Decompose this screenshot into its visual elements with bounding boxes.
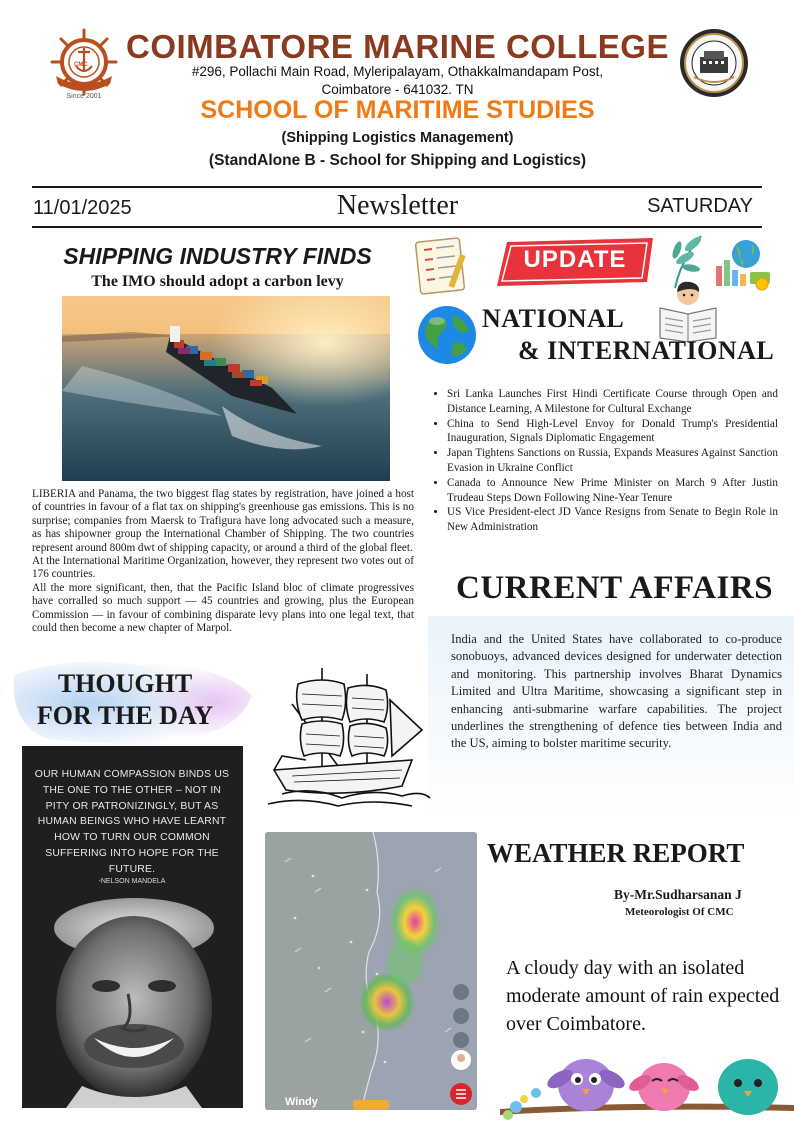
update-label: UPDATE — [523, 246, 627, 273]
since-text: Since 2001 — [66, 93, 102, 100]
weather-author: By-Mr.Sudharsanan J — [614, 887, 742, 902]
weather-map — [265, 832, 477, 1110]
birds-illustration — [480, 1045, 794, 1123]
news-item: • China to Send High-Level Envoy for Donald Trump's Presidential Inauguration, Signals Diplomatic Engagement — [447, 417, 778, 447]
sailing-ship-illustration — [262, 660, 432, 810]
current-affairs-title: CURRENT AFFAIRS — [456, 570, 774, 606]
notepad-icon — [410, 234, 474, 296]
college-address — [150, 63, 645, 99]
thought-title-line1: THOUGHT — [57, 669, 193, 698]
college-logo — [48, 26, 120, 98]
container-ship-photo — [62, 296, 390, 481]
address-line-1: #296, Pollachi Main Road, Myleripalayam, Othakkalmandapam Post, — [191, 64, 604, 79]
standalone-name: (StandAlone B - School for Shipping and Logistics) — [208, 152, 587, 169]
shipping-subtitle: The IMO should adopt a carbon levy — [91, 273, 344, 290]
globe-chart-icon — [712, 236, 774, 292]
newspaper-reader-icon — [658, 278, 720, 342]
shipping-title: SHIPPING INDUSTRY FINDS — [63, 243, 372, 269]
issue-day: SATURDAY — [647, 195, 753, 217]
college-name: COIMBATORE MARINE COLLEGE — [126, 28, 669, 65]
thought-quote: OUR HUMAN COMPASSION BINDS US THE ONE TO THE OTHER – NOT IN PITY OR PATRONIZINGLY, BUT AS HUMAN BEINGS WHO HAVE LEARNT HOW TO TURN OUR COMMON SUFFERING INTO HOPE FOR THE FUTURE. — [34, 769, 230, 875]
weather-title: WEATHER REPORT — [487, 838, 745, 868]
national-heading: NATIONAL — [482, 304, 625, 333]
top-rule — [32, 186, 762, 188]
update-badge — [497, 238, 653, 286]
news-item: • Japan Tightens Sanctions on Russia, Expands Measures Against Sanction Evasion in Ukraine Conflict — [447, 446, 778, 476]
news-item: • Sri Lanka Launches First Hindi Certificate Course through Open and Distance Learning, A Milestone for Cultural Exchange — [447, 387, 778, 417]
news-list — [432, 387, 778, 535]
logo-caption: CMC — [74, 62, 88, 68]
quote-author: -NELSON MANDELA — [98, 878, 166, 885]
earth-icon — [417, 305, 477, 365]
news-item: • Canada to Announce New Prime Minister on March 9 After Justin Trudeau Steps Down Following Nine-Year Tenure — [447, 476, 778, 506]
address-line-2: Coimbatore - 641032. TN — [321, 82, 474, 97]
article-paragraph: LIBERIA and Panama, the two biggest flag states by registration, have joined a host of countries in favour of a flat tax on shipping's greenhouse gas emissions. This is no surprise; companies from Maersk to Trafigura have long advocated such a measure, as has shipowner group the International Chamber of Shipping. The two countries represent around 800m dwt of shipping capacity, or around a third of the global fleet. — [32, 488, 414, 554]
news-item: • US Vice President-elect JD Vance Resigns from Senate to Begin Role in New Administration — [447, 505, 778, 535]
bottom-rule — [32, 226, 762, 228]
thought-title-line2: FOR THE DAY — [36, 701, 214, 730]
current-affairs-text: India and the United States have collaborated to co-produce sonobuoys, advanced devices designed for underwater detection and monitoring. This partnership involves Bharat Dynamics Limited and Ultra Maritime, showcasing a significant step in enhancing anti-submarine warfare capabilities. The project underlines the strengthening of defence ties between India and the US, aiming to bolster maritime security. — [451, 632, 782, 751]
article-paragraph: At the International Maritime Organization, however, they represent two votes out of 176 countries. — [32, 555, 414, 581]
weather-forecast: A cloudy day with an isolated moderate amount of rain expected over Coimbatore. — [506, 957, 780, 1035]
school-name: SCHOOL OF MARITIME STUDIES — [200, 96, 595, 124]
article-paragraph: All the more significant, then, that the Pacific Island bloc of climate progressives have corralled so much support — 45 countries and growing, plus the European Commission — in favour of combining disparate levy plans into one legal text, that could then become a new chapter of Marpol. — [32, 581, 414, 635]
seal-logo — [678, 27, 750, 99]
thought-title — [30, 668, 220, 732]
weather-author-role: Meteorologist Of CMC — [625, 906, 734, 918]
newsletter-title: Newsletter — [336, 190, 459, 221]
issue-date: 11/01/2025 — [33, 197, 132, 219]
program-name: (Shipping Logistics Management) — [281, 130, 514, 146]
shipping-article — [32, 488, 414, 635]
windy-brand: Windy — [285, 1096, 318, 1108]
international-heading: & INTERNATIONAL — [518, 336, 775, 365]
